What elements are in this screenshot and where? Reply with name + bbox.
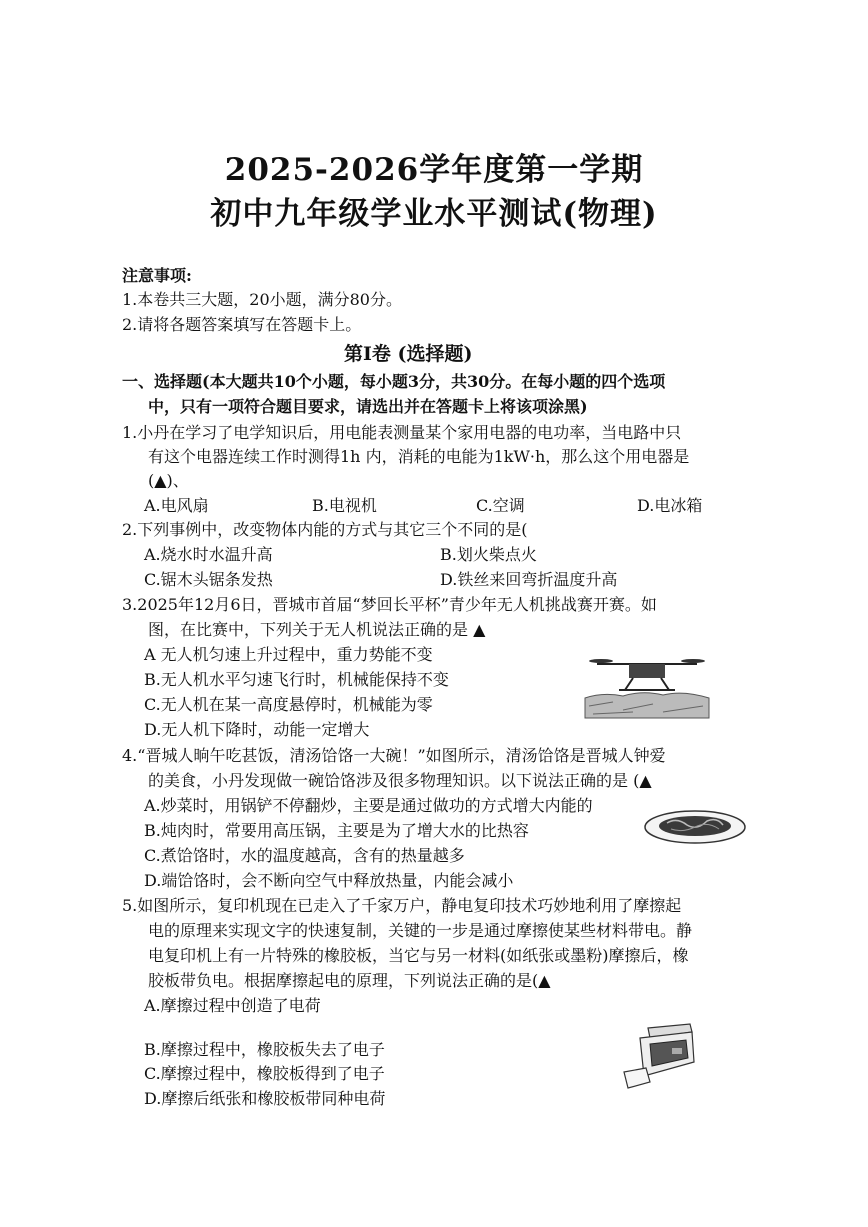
q4-stem-line1: 4.“晋城人晌午吃甚饭，清汤饸饹一大碗！”如图所示，清汤饸饹是晋城人钟爱: [122, 746, 666, 765]
part1-instruction-line1: 一、选择题(本大题共10个小题，每小题3分，共30分。在每小题的四个选项: [122, 372, 666, 391]
q1-option-c: C.空调: [476, 496, 525, 515]
copier-image: [620, 1022, 696, 1090]
q3-option-d: D.无人机下降时，动能一定增大: [144, 720, 370, 739]
q5-stem-line1: 5.如图所示，复印机现在已走入了千家万户，静电复印技术巧妙地利用了摩擦起: [122, 896, 682, 915]
notice-heading: 注意事项:: [122, 266, 192, 285]
q4-option-b: B.炖肉时，常要用高压锅，主要是为了增大水的比热容: [144, 821, 529, 840]
q2-option-d: D.铁丝来回弯折温度升高: [440, 570, 618, 589]
q1-stem-line3: (▲)、: [148, 471, 189, 490]
q5-stem-line3: 电复印机上有一片特殊的橡胶板，当它与另一材料(如纸张或墨粉)摩擦后，橡: [148, 946, 689, 965]
q1-option-b: B.电视机: [312, 496, 377, 515]
exam-title-line1: 2025-2026学年度第一学期: [224, 152, 644, 188]
q5-option-a: A.摩擦过程中创造了电荷: [144, 996, 321, 1015]
q5-option-b: B.摩擦过程中，橡胶板失去了电子: [144, 1040, 385, 1059]
q1-stem-line2: 有这个电器连续工作时测得1h 内，消耗的电能为1kW·h，那么这个用电器是: [148, 447, 690, 466]
q5-stem-line2: 电的原理来实现文字的快速复制，关键的一步是通过摩擦使某些材料带电。静: [148, 921, 693, 940]
q1-option-d: D.电冰箱: [637, 496, 703, 515]
noodle-bowl-image: [643, 805, 747, 845]
part1-instruction-line2: 中，只有一项符合题目要求，请选出并在答题卡上将该项涂黑): [148, 397, 588, 416]
section-title: 第Ⅰ卷 (选择题): [344, 343, 473, 365]
q3-stem-line2: 图，在比赛中，下列关于无人机说法正确的是 ▲: [148, 620, 486, 639]
exam-title-line2: 初中九年级学业水平测试(物理): [210, 196, 658, 232]
q5-option-c: C.摩擦过程中，橡胶板得到了电子: [144, 1064, 385, 1083]
q5-option-d: D.摩擦后纸张和橡胶板带同种电荷: [144, 1089, 386, 1108]
q1-stem-line1: 1.小丹在学习了电学知识后，用电能表测量某个家用电器的电功率，当电路中只: [122, 423, 682, 442]
q1-option-a: A.电风扇: [144, 496, 209, 515]
q5-stem-line4: 胶板带负电。根据摩擦起电的原理，下列说法正确的是(▲: [148, 971, 551, 990]
q2-option-b: B.划火柴点火: [440, 545, 537, 564]
q4-option-d: D.端饸饹时，会不断向空气中释放热量，内能会减小: [144, 871, 514, 890]
notice-item-2: 2.请将各题答案填写在答题卡上。: [122, 315, 362, 334]
q4-option-c: C.煮饸饹时，水的温度越高，含有的热量越多: [144, 846, 465, 865]
notice-item-1: 1.本卷共三大题，20小题，满分80分。: [122, 290, 402, 309]
q2-option-a: A.烧水时水温升高: [144, 545, 273, 564]
q2-option-c: C.锯木头锯条发热: [144, 570, 273, 589]
drone-figure-image: [583, 652, 711, 720]
q4-option-a: A.炒菜时，用锅铲不停翻炒，主要是通过做功的方式增大内能的: [144, 796, 593, 815]
q3-option-c: C.无人机在某一高度悬停时，机械能为零: [144, 695, 433, 714]
q3-stem-line1: 3.2025年12月6日，晋城市首届“梦回长平杯”青少年无人机挑战赛开赛。如: [122, 595, 657, 614]
q4-stem-line2: 的美食，小丹发现做一碗饸饹涉及很多物理知识。以下说法正确的是 (▲: [148, 771, 652, 790]
q3-option-b: B.无人机水平匀速飞行时，机械能保持不变: [144, 670, 449, 689]
q3-option-a: A 无人机匀速上升过程中，重力势能不变: [144, 645, 433, 664]
q2-stem: 2.下列事例中，改变物体内能的方式与其它三个不同的是(: [122, 520, 528, 539]
